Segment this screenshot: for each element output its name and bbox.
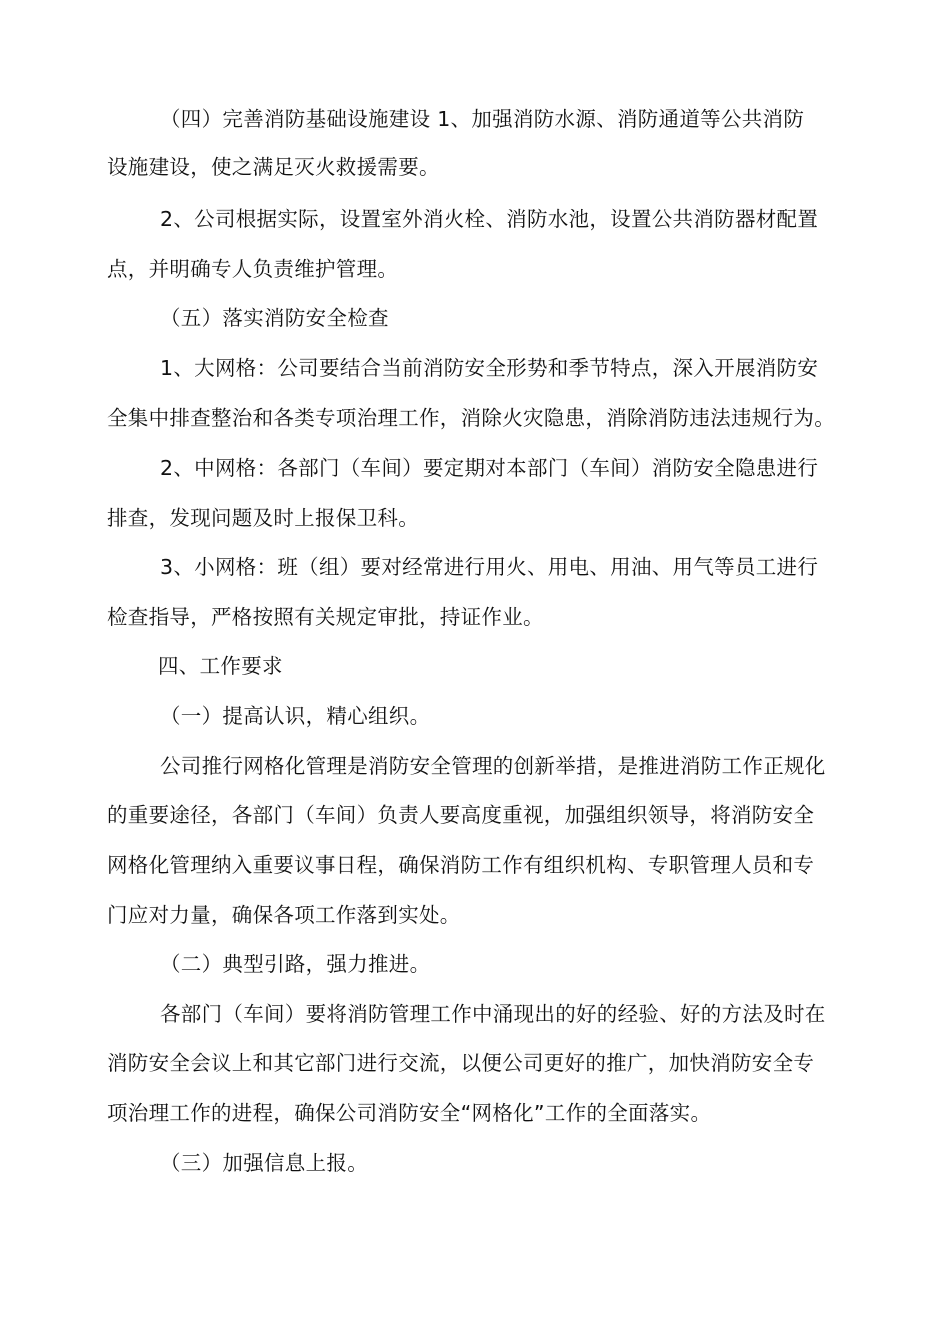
section-5-heading: （五）落实消防安全检查 <box>160 306 389 330</box>
paragraph-4-item-2-line-1: 2、公司根据实际，设置室外消火栓、消防水池，设置公共消防器材配置 <box>160 207 819 231</box>
requirement-2-body-line-1: 各部门（车间）要将消防管理工作中涌现出的好的经验、好的方法及时在 <box>160 1002 826 1026</box>
requirement-1-body-line-1: 公司推行网格化管理是消防安全管理的创新举措，是推进消防工作正规化 <box>160 754 826 778</box>
section-5-item-2-line-1: 2、中网格：各部门（车间）要定期对本部门（车间）消防安全隐患进行 <box>160 456 819 480</box>
requirement-3-heading: （三）加强信息上报。 <box>160 1151 368 1175</box>
chapter-4-heading: 四、工作要求 <box>158 654 283 678</box>
paragraph-4-heading-line-1: （四）完善消防基础设施建设 1、加强消防水源、消防通道等公共消防 <box>160 107 805 131</box>
requirement-1-body-line-2: 的重要途径，各部门（车间）负责人要高度重视，加强组织领导，将消防安全 <box>107 803 815 827</box>
requirement-1-heading: （一）提高认识，精心组织。 <box>160 704 431 728</box>
paragraph-4-heading-line-2: 设施建设，使之满足灭火救援需要。 <box>107 155 440 179</box>
requirement-2-heading: （二）典型引路，强力推进。 <box>160 952 431 976</box>
requirement-2-body-line-2: 消防安全会议上和其它部门进行交流，以便公司更好的推广，加快消防安全专 <box>107 1051 815 1075</box>
requirement-2-body-line-3: 项治理工作的进程，确保公司消防安全“网格化”工作的全面落实。 <box>107 1101 712 1125</box>
requirement-1-body-line-3: 网格化管理纳入重要议事日程，确保消防工作有组织机构、专职管理人员和专 <box>107 853 815 877</box>
section-5-item-3-line-1: 3、小网格：班（组）要对经常进行用火、用电、用油、用气等员工进行 <box>160 555 819 579</box>
section-5-item-1-line-2: 全集中排查整治和各类专项治理工作，消除火灾隐患，消除消防违法违规行为。 <box>107 406 835 430</box>
requirement-1-body-line-4: 门应对力量，确保各项工作落到实处。 <box>107 903 461 927</box>
section-5-item-1-line-1: 1、大网格：公司要结合当前消防安全形势和季节特点，深入开展消防安 <box>160 356 819 380</box>
paragraph-4-item-2-line-2: 点，并明确专人负责维护管理。 <box>107 257 399 281</box>
section-5-item-3-line-2: 检查指导，严格按照有关规定审批，持证作业。 <box>107 605 544 629</box>
section-5-item-2-line-2: 排查，发现问题及时上报保卫科。 <box>107 506 419 530</box>
